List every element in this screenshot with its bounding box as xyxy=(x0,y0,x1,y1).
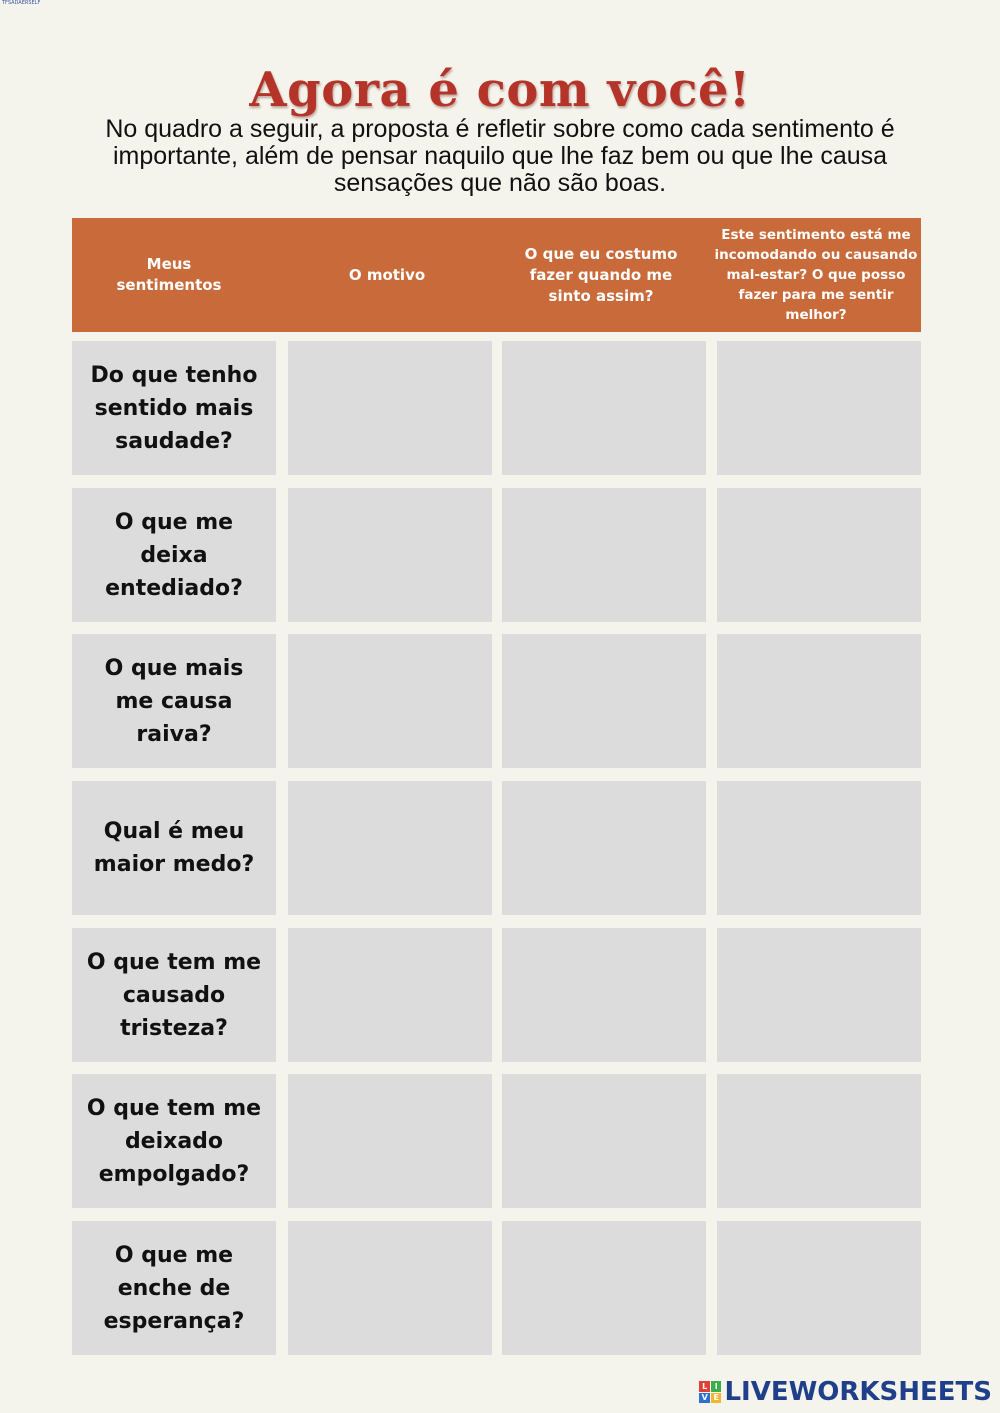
answer-costumo-fazer-box[interactable] xyxy=(502,341,706,475)
header-o-motivo: O motivo xyxy=(348,265,426,284)
answer-costumo-fazer-box[interactable] xyxy=(502,928,706,1062)
answer-motivo-box[interactable] xyxy=(288,928,492,1062)
header-o-que-costumo-fazer: O que eu costumo fazer quando me sinto assim? xyxy=(524,244,678,305)
answer-costumo-fazer-box[interactable] xyxy=(502,781,706,915)
feeling-question-cell xyxy=(72,928,276,1062)
feeling-question-cell xyxy=(72,488,276,622)
feeling-question: O que me enche de esperança? xyxy=(103,1242,245,1334)
liveworksheets-logo-icon: L I V E xyxy=(699,1381,721,1403)
feeling-question-cell xyxy=(72,341,276,475)
feeling-question: O que tem me deixado empolgado? xyxy=(86,1095,262,1187)
answer-sentir-melhor-box[interactable] xyxy=(717,488,921,622)
table-header xyxy=(72,218,921,332)
feeling-question: Do que tenho sentido mais saudade? xyxy=(90,362,258,454)
answer-motivo-box[interactable] xyxy=(288,341,492,475)
answer-costumo-fazer-box[interactable] xyxy=(502,1074,706,1208)
intro-paragraph: No quadro a seguir, a proposta é refletir sobre como cada sentimento é importante, além de pensar naquilo que lhe faz bem ou que lhe causa sensações que não são boas. xyxy=(105,115,895,197)
answer-motivo-box[interactable] xyxy=(288,781,492,915)
answer-motivo-box[interactable] xyxy=(288,1074,492,1208)
answer-motivo-box[interactable] xyxy=(288,1221,492,1355)
answer-costumo-fazer-box[interactable] xyxy=(502,634,706,768)
feeling-question: O que me deixa entediado? xyxy=(105,509,243,601)
feeling-question-cell xyxy=(72,1221,276,1355)
answer-sentir-melhor-box[interactable] xyxy=(717,341,921,475)
page-title: Agora é com você! xyxy=(249,62,751,119)
header-sentimento-incomodando: Este sentimento está me incomodando ou causando mal-estar? O que posso fazer para me sentir melhor? xyxy=(714,227,918,323)
liveworksheets-logo-text: LIVEWORKSHEETS xyxy=(724,1377,992,1407)
top-corner-tag: TFSADAERSELF xyxy=(2,0,41,6)
answer-sentir-melhor-box[interactable] xyxy=(717,781,921,915)
answer-costumo-fazer-box[interactable] xyxy=(502,1221,706,1355)
answer-sentir-melhor-box[interactable] xyxy=(717,634,921,768)
answer-sentir-melhor-box[interactable] xyxy=(717,1074,921,1208)
feeling-question-cell xyxy=(72,634,276,768)
answer-motivo-box[interactable] xyxy=(288,488,492,622)
answer-motivo-box[interactable] xyxy=(288,634,492,768)
answer-sentir-melhor-box[interactable] xyxy=(717,928,921,1062)
answer-costumo-fazer-box[interactable] xyxy=(502,488,706,622)
liveworksheets-logo xyxy=(699,1377,992,1407)
feeling-question-cell xyxy=(72,1074,276,1208)
feeling-question-cell xyxy=(72,781,276,915)
answer-sentir-melhor-box[interactable] xyxy=(717,1221,921,1355)
header-meus-sentimentos: Meus sentimentos xyxy=(116,255,222,294)
feeling-question: O que tem me causado tristeza? xyxy=(86,949,262,1041)
feeling-question: Qual é meu maior medo? xyxy=(93,819,255,877)
feeling-question: O que mais me causa raiva? xyxy=(104,655,244,747)
